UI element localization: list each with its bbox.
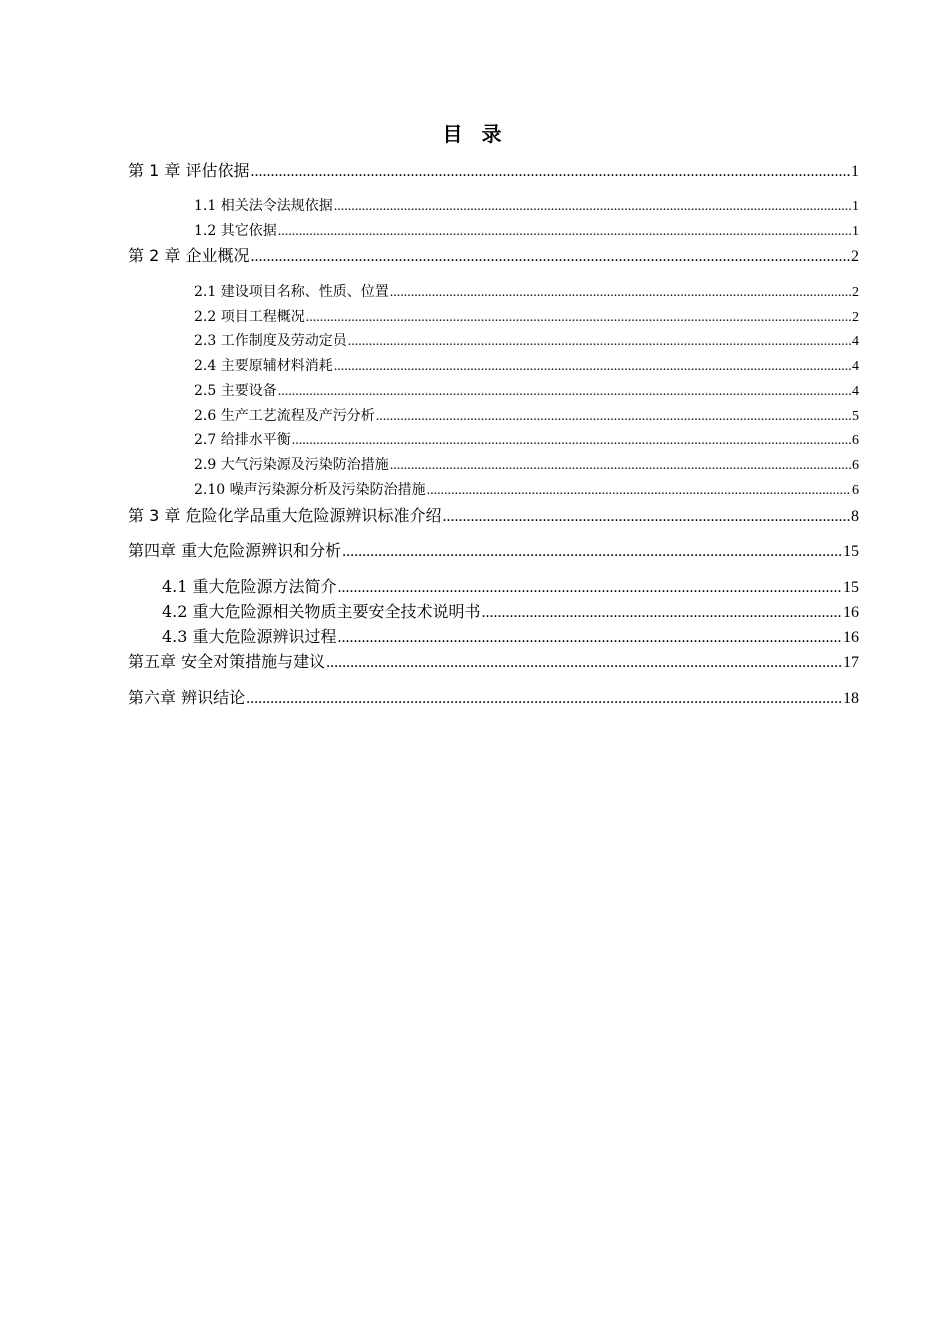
toc-entry-label: 2.7 给排水平衡 xyxy=(194,432,291,448)
dot-leader xyxy=(442,508,850,526)
dot-leader xyxy=(306,310,851,326)
dot-leader xyxy=(482,604,842,622)
toc-entry-label: 4.1 重大危险源方法简介 xyxy=(162,577,337,596)
dot-leader xyxy=(390,285,851,301)
toc-entry-page: 6 xyxy=(852,483,859,498)
dot-leader xyxy=(376,409,851,425)
toc-entry-page: 18 xyxy=(843,690,859,707)
dot-leader xyxy=(338,629,842,647)
toc-entry-chapter-6[interactable] xyxy=(128,685,859,708)
toc-entry-label: 2.4 主要原辅材料消耗 xyxy=(194,358,333,374)
toc-entry-chapter-5[interactable] xyxy=(128,649,859,672)
dot-leader xyxy=(246,690,842,708)
toc-entry-page: 6 xyxy=(852,458,859,473)
toc-entry-page: 15 xyxy=(843,543,859,560)
dot-leader xyxy=(390,458,851,474)
toc-entry-label: 第四章 重大危险源辨识和分析 xyxy=(128,541,342,560)
toc-entry-chapter-1[interactable] xyxy=(128,158,859,181)
toc-entry-page: 2 xyxy=(852,285,859,300)
dot-leader xyxy=(250,163,850,181)
toc-entry-label: 第五章 安全对策措施与建议 xyxy=(128,652,326,671)
toc-entry-section-2-10[interactable] xyxy=(194,479,859,499)
dot-leader xyxy=(278,384,851,400)
dot-leader xyxy=(334,359,851,375)
toc-entry-section-4-2[interactable] xyxy=(162,599,859,622)
toc-entry-page: 16 xyxy=(843,629,859,646)
toc-entry-label: 2.10 噪声污染源分析及污染防治措施 xyxy=(194,482,426,498)
dot-leader xyxy=(326,654,842,672)
toc-entry-label: 1.1 相关法令法规依据 xyxy=(194,198,333,214)
toc-entry-section-2-1[interactable] xyxy=(194,281,859,301)
toc-entry-page: 1 xyxy=(851,163,859,180)
toc-entry-section-2-6[interactable] xyxy=(194,405,859,425)
toc-entry-label: 4.2 重大危险源相关物质主要安全技术说明书 xyxy=(162,602,481,621)
toc-entry-section-4-1[interactable] xyxy=(162,574,859,597)
toc-entry-label: 2.3 工作制度及劳动定员 xyxy=(194,333,347,349)
dot-leader xyxy=(338,579,842,597)
toc-entry-label: 1.2 其它依据 xyxy=(194,223,277,239)
toc-entry-page: 4 xyxy=(852,359,859,374)
toc-entry-section-2-4[interactable] xyxy=(194,355,859,375)
toc-entry-page: 2 xyxy=(851,248,859,265)
dot-leader xyxy=(250,248,850,266)
toc-entry-label: 第 2 章 企业概况 xyxy=(128,246,250,265)
toc-entry-page: 15 xyxy=(843,579,859,596)
toc-entry-section-2-5[interactable] xyxy=(194,380,859,400)
toc-entry-page: 17 xyxy=(843,654,859,671)
toc-entry-chapter-4[interactable] xyxy=(128,538,859,561)
dot-leader xyxy=(427,483,851,499)
toc-entry-section-2-3[interactable] xyxy=(194,330,859,350)
toc-entry-label: 第 3 章 危险化学品重大危险源辨识标准介绍 xyxy=(128,506,442,525)
toc-entry-page: 1 xyxy=(852,224,859,239)
toc-entry-section-1-2[interactable] xyxy=(194,220,859,240)
toc-title: 目 录 xyxy=(442,122,508,146)
toc-entry-section-2-9[interactable] xyxy=(194,454,859,474)
toc-entry-page: 6 xyxy=(852,433,859,448)
toc-entry-section-2-2[interactable] xyxy=(194,306,859,326)
toc-entry-chapter-3[interactable] xyxy=(128,503,859,526)
toc-entry-page: 5 xyxy=(852,409,859,424)
dot-leader xyxy=(342,543,842,561)
toc-entry-section-2-7[interactable] xyxy=(194,429,859,449)
dot-leader xyxy=(292,433,851,449)
toc-entry-page: 4 xyxy=(852,384,859,399)
toc-entry-page: 8 xyxy=(851,508,859,525)
toc-entry-page: 4 xyxy=(852,334,859,349)
dot-leader xyxy=(348,334,851,350)
toc-entry-label: 2.5 主要设备 xyxy=(194,383,277,399)
toc-entry-label: 第 1 章 评估依据 xyxy=(128,161,250,180)
toc-entry-chapter-2[interactable] xyxy=(128,243,859,266)
toc-entry-page: 16 xyxy=(843,604,859,621)
toc-entry-label: 2.9 大气污染源及污染防治措施 xyxy=(194,457,389,473)
dot-leader xyxy=(334,199,851,215)
toc-entry-label: 第六章 辨识结论 xyxy=(128,688,246,707)
toc-entry-page: 1 xyxy=(852,199,859,214)
toc-entry-section-1-1[interactable] xyxy=(194,195,859,215)
toc-entry-label: 4.3 重大危险源辨识过程 xyxy=(162,627,337,646)
toc-entry-label: 2.6 生产工艺流程及产污分析 xyxy=(194,408,375,424)
dot-leader xyxy=(278,224,851,240)
toc-entry-page: 2 xyxy=(852,310,859,325)
toc-entry-section-4-3[interactable] xyxy=(162,624,859,647)
toc-entry-label: 2.1 建设项目名称、性质、位置 xyxy=(194,284,389,300)
toc-entry-label: 2.2 项目工程概况 xyxy=(194,309,305,325)
